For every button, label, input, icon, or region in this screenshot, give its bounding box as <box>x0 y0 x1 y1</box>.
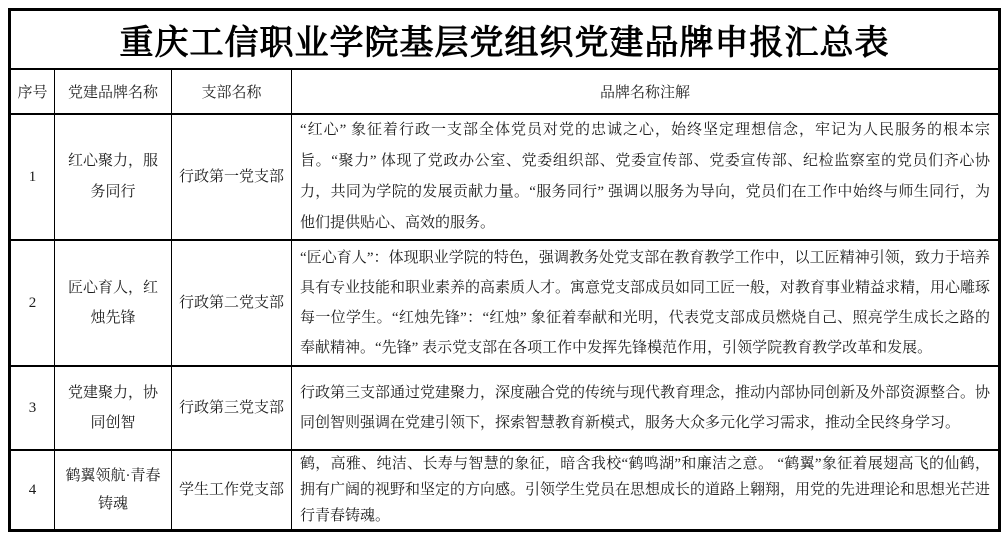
title-row <box>10 10 1000 70</box>
table-row <box>10 240 1000 366</box>
row-number: 3 <box>10 366 55 450</box>
summary-table-sheet <box>8 8 1001 532</box>
column-header-brand: 党建品牌名称 <box>55 69 172 114</box>
branch-name: 行政第三党支部 <box>172 366 292 450</box>
brand-note: 鹤，高雅、纯洁、长寿与智慧的象征，暗含我校“鹤鸣湖”和廉洁之意。 “鹤翼”象征着展翅高飞的仙鹤，拥有广阔的视野和坚定的方向感。引领学生党员在思想成长的道路上翱翔，用党的先进理论和思想光芒进行青春铸魂。 <box>292 450 1000 531</box>
brand-name: 党建聚力，协同创智 <box>55 366 172 450</box>
column-header-note: 品牌名称注解 <box>292 69 1000 114</box>
brand-note: “匠心育人”：体现职业学院的特色，强调教务处党支部在教育教学工作中，以工匠精神引领，致力于培养具有专业技能和职业素养的高素质人才。寓意党支部成员如同工匠一般，对教育事业精益求精，用心雕琢每一位学生。“红烛先锋”：“红烛” 象征着奉献和光明，代表党支部成员燃烧自己、照亮学生成长之路的奉献精神。“先锋” 表示党支部在各项工作中发挥先锋模范作用，引领学院教育教学改革和发展。 <box>292 240 1000 366</box>
row-number: 4 <box>10 450 55 531</box>
page-title: 重庆工信职业学院基层党组织党建品牌申报汇总表 <box>10 10 1000 70</box>
table-header-row <box>10 69 1000 114</box>
brand-name: 红心聚力，服务同行 <box>55 114 172 240</box>
table-row <box>10 450 1000 531</box>
table-row <box>10 114 1000 240</box>
branch-name: 学生工作党支部 <box>172 450 292 531</box>
row-number: 1 <box>10 114 55 240</box>
brand-note: “红心” 象征着行政一支部全体党员对党的忠诚之心，始终坚定理想信念，牢记为人民服务的根本宗旨。“聚力” 体现了党政办公室、党委组织部、党委宣传部、党委宣传部、纪检监察室的党员们齐心协力，共同为学院的发展贡献力量。“服务同行” 强调以服务为导向，党员们在工作中始终与师生同行，为他们提供贴心、高效的服务。 <box>292 114 1000 240</box>
branch-name: 行政第二党支部 <box>172 240 292 366</box>
brand-name: 匠心育人，红烛先锋 <box>55 240 172 366</box>
table-row <box>10 366 1000 450</box>
brand-name: 鹤翼领航·青春铸魂 <box>55 450 172 531</box>
branch-name: 行政第一党支部 <box>172 114 292 240</box>
column-header-num: 序号 <box>10 69 55 114</box>
party-brand-summary-table <box>8 8 1001 532</box>
column-header-branch: 支部名称 <box>172 69 292 114</box>
brand-note: 行政第三支部通过党建聚力，深度融合党的传统与现代教育理念，推动内部协同创新及外部资源整合。协同创智则强调在党建引领下，探索智慧教育新模式，服务大众多元化学习需求，推动全民终身学习。 <box>292 366 1000 450</box>
row-number: 2 <box>10 240 55 366</box>
